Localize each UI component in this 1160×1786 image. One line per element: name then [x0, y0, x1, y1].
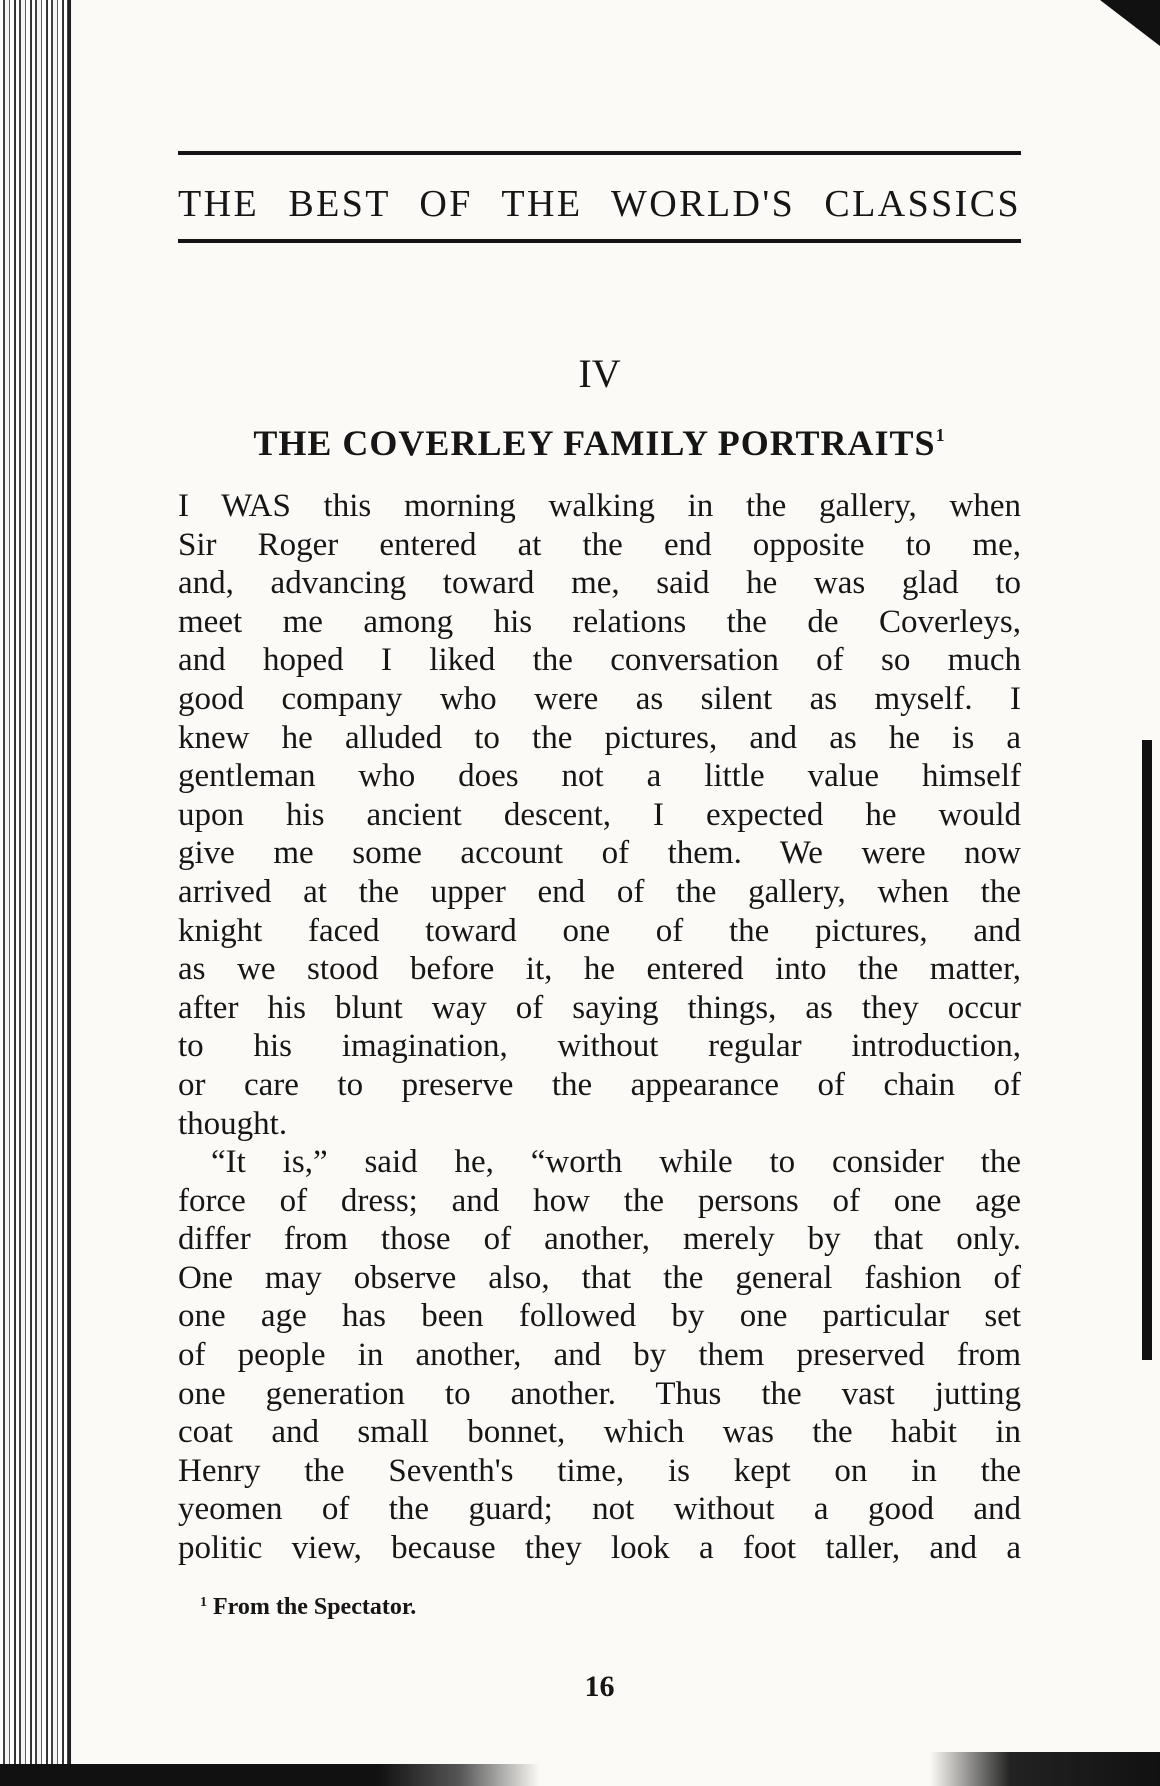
text-line: Sir Roger entered at the end opposite to me, — [178, 526, 1021, 563]
text-line: force of dress; and how the persons of one age — [178, 1182, 1021, 1219]
header-rule-bottom — [178, 239, 1021, 243]
scan-corner-mark — [1100, 0, 1160, 46]
binding-shadow — [68, 0, 71, 1786]
text-line: coat and small bonnet, which was the habit in — [178, 1414, 1021, 1451]
text-line: thought. — [178, 1105, 288, 1142]
text-line: “It is,” said he, “worth while to consider the — [211, 1144, 1021, 1181]
book-binding-edge — [0, 0, 72, 1786]
text-line: to his imagination, without regular introduction, — [178, 1028, 1021, 1065]
chapter-title-text: THE COVERLEY FAMILY PORTRAITS — [253, 423, 936, 463]
footnote-reference: 1 — [935, 425, 946, 445]
text-line: politic view, because they look a foot taller, and a — [178, 1530, 1021, 1567]
scan-right-edge — [1142, 740, 1152, 1360]
text-line: after his blunt way of saying things, as they occur — [178, 989, 1021, 1026]
running-head: THE BEST OF THE WORLD'S CLASSICS — [178, 183, 1021, 225]
chapter-number: IV — [578, 351, 621, 396]
chapter-title — [178, 422, 1021, 464]
text-line: and hoped I liked the conversation of so much — [178, 642, 1021, 679]
scan-bottom-edge-left — [0, 1764, 540, 1786]
footnote-text: From the Spectator. — [213, 1594, 417, 1620]
text-line: Henry the Seventh's time, is kept on in the — [178, 1452, 1021, 1489]
text-line: One may observe also, that the general fashion of — [178, 1259, 1021, 1296]
footnote — [200, 1594, 416, 1621]
text-line: knight faced toward one of the pictures, and — [178, 912, 1021, 949]
text-line: as we stood before it, he entered into the matter, — [178, 951, 1021, 988]
page-number: 16 — [584, 1670, 615, 1703]
text-line: gentleman who does not a little value himself — [178, 758, 1021, 795]
text-line: differ from those of another, merely by that only. — [178, 1221, 1021, 1258]
text-line: of people in another, and by them preserved from — [178, 1337, 1021, 1374]
text-line: good company who were as silent as myself. I — [178, 680, 1021, 717]
text-line: one age has been followed by one particular set — [178, 1298, 1021, 1335]
text-line: or care to preserve the appearance of chain of — [178, 1066, 1021, 1103]
text-line: upon his ancient descent, I expected he would — [178, 796, 1021, 833]
body-text — [178, 487, 1021, 1568]
text-line: give me some account of them. We were now — [178, 835, 1021, 872]
text-line: yeomen of the guard; not without a good and — [178, 1491, 1021, 1528]
text-line: and, advancing toward me, said he was glad to — [178, 565, 1021, 602]
footnote-marker: 1 — [200, 1595, 207, 1610]
text-line: one generation to another. Thus the vast jutting — [178, 1375, 1021, 1412]
scan-bottom-edge-right — [930, 1752, 1160, 1786]
text-line: knew he alluded to the pictures, and as he is a — [178, 719, 1021, 756]
text-line: arrived at the upper end of the gallery, when the — [178, 873, 1021, 910]
text-line: meet me among his relations the de Coverleys, — [178, 603, 1021, 640]
text-line: I WAS this morning walking in the gallery, when — [178, 488, 1021, 524]
header-rule-top — [178, 151, 1021, 155]
